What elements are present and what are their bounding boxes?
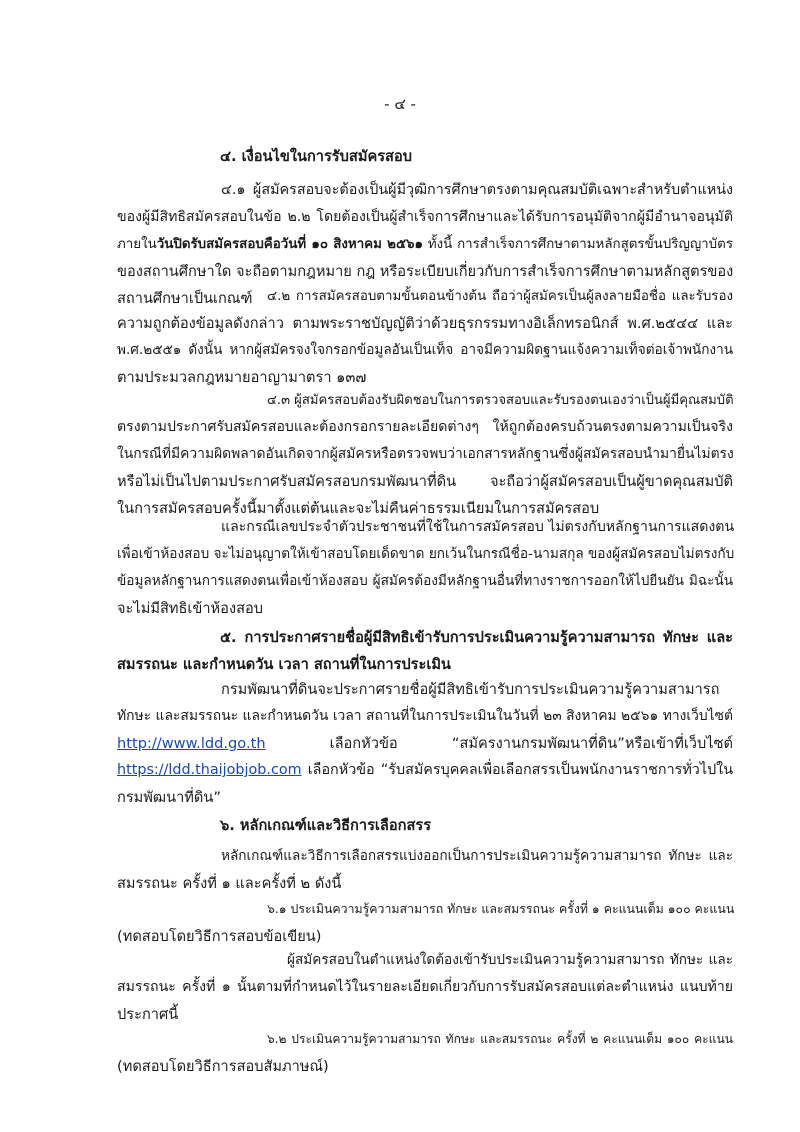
paragraph-6-1-detail (117, 947, 733, 1028)
section-heading-text: สมรรถนะ และกำหนดวัน เวลา สถานที่ในการประเมิน (117, 656, 451, 673)
paragraph-line: พ.ศ.๒๕๕๑ ดังนั้น หากผู้สมัครจงใจกรอกข้อมูลอันเป็นเท็จ อาจมีความผิดฐานแจ้งความเท็จต่อเจ้าพนักงาน (117, 342, 733, 358)
paragraph-line: ๖.๒ ประเมินความรู้ความสามารถ ทักษะ และสมรรถนะ ครั้งที่ ๒ คะแนนเต็ม ๑๐๐ คะแนน (267, 1032, 733, 1046)
paragraph-line: และกรณีเลขประจำตัวประชาชนที่ใช้ในการสมัครสอบ ไม่ตรงกับหลักฐานการแสดงตน (221, 519, 735, 535)
paragraph-line: ความถูกต้องข้อมูลดังกล่าว ตามพระราชบัญญัติว่าด้วยธุรกรรมทางอิเล็กทรอนิกส์ พ.ศ.๒๕๔๔ และ (117, 315, 733, 332)
paragraph-line: ของสถานศึกษาใด จะถือตามกฎหมาย กฎ หรือระเบียบเกี่ยวกับการสำเร็จการศึกษาตามหลักสูตรของ (117, 263, 734, 280)
paragraph-line: ทักษะ และสมรรถนะ และกำหนดวัน เวลา สถานที่ในการประเมินในวันที่ ๒๓ สิงหาคม ๒๕๖๑ ทางเว็บไซต์ (117, 708, 733, 724)
paragraph-line: ประกาศนี้ (117, 1006, 179, 1023)
deadline-emphasis: วันปิดรับสมัครสอบคือวันที่ ๑๐ สิงหาคม ๒๕๖๑ (156, 237, 423, 252)
paragraph-line: เพื่อเข้าห้องสอบ จะไม่อนุญาตให้เข้าสอบโดยเด็ดขาด ยกเว้นในกรณีชื่อ-นามสกุล ของผู้สมัครสอบไม่ตรงกับ (117, 546, 735, 562)
paragraph-line: ในกรณีที่มีความผิดพลาดอันเกิดจากผู้สมัครหรือตรวจพบว่าเอกสารหลักฐานซึ่งผู้สมัครสอบนำมายื่นไม่ตรง (117, 446, 734, 462)
section-6-heading (117, 812, 733, 839)
paragraph-line: ๔.๓ ผู้สมัครสอบต้องรับผิดชอบในการตรวจสอบและรับรองตนเองว่าเป็นผู้มีคุณสมบัติ (267, 393, 734, 408)
paragraph-line: ตามประมวลกฎหมายอาญามาตรา ๑๓๗ (117, 369, 367, 386)
section-heading-text: ๔. เงื่อนไขในการรับสมัครสอบ (220, 148, 412, 165)
paragraph-line: สถานศึกษาเป็นเกณฑ์ (117, 290, 253, 307)
paragraph-line: กรมพัฒนาที่ดินจะประกาศรายชื่อผู้มีสิทธิเข้ารับการประเมินความรู้ความสามารถ (221, 681, 720, 698)
ldd-website-link[interactable]: http://www.ldd.go.th (117, 735, 266, 752)
paragraph-6-1 (117, 896, 733, 950)
paragraph-line: สมรรถนะ ครั้งที่ ๑ นั้นตามที่กำหนดไว้ในรายละเอียดเกี่ยวกับการรับสมัครสอบแต่ละตำแหน่ง แนบท้าย (117, 979, 733, 995)
page-number: - ๔ - (384, 95, 416, 113)
paragraph-4-id-rule (117, 514, 733, 622)
text-run: เลือกหัวข้อ “รับสมัครบุคคลเพื่อเลือกสรรเป็นพนักงานราชการทั่วไปใน (301, 762, 733, 778)
paragraph-line: ๔.๒ การสมัครสอบตามขั้นตอนข้างต้น ถือว่าผู้สมัครเป็นผู้ลงลายมือชื่อ และรับรอง (267, 289, 733, 304)
paragraph-line: (ทดสอบโดยวิธีการสอบข้อเขียน) (117, 928, 322, 945)
paragraph-line: ๔.๑ ผู้สมัครสอบจะต้องเป็นผู้มีวุฒิการศึกษาตรงตามคุณสมบัติเฉพาะสำหรับตำแหน่ง (221, 182, 733, 198)
paragraph-4-3 (117, 387, 733, 522)
paragraph-line (117, 757, 733, 784)
paragraph-line: กรมพัฒนาที่ดิน” (117, 789, 221, 806)
paragraph-line: หลักเกณฑ์และวิธีการเลือกสรรแบ่งออกเป็นการประเมินความรู้ความสามารถ ทักษะ และ (221, 848, 733, 864)
paragraph-line: หรือไม่เป็นไปตามประกาศรับสมัครสอบกรมพัฒนาที่ดิน จะถือว่าผู้สมัครสอบเป็นผู้ขาดคุณสมบัติ (117, 473, 733, 490)
paragraph-6-2 (117, 1026, 733, 1080)
paragraph-line: สมรรถนะ ครั้งที่ ๑ และครั้งที่ ๒ ดังนี้ (117, 875, 342, 892)
paragraph-line: ๖.๑ ประเมินความรู้ความสามารถ ทักษะ และสมรรถนะ ครั้งที่ ๑ คะแนนเต็ม ๑๐๐ คะแนน (267, 902, 735, 916)
paragraph-4-2 (117, 283, 733, 391)
section-heading-text: ๕. การประกาศรายชื่อผู้มีสิทธิเข้ารับการประเมินความรู้ความสามารถ ทักษะ และ (220, 629, 733, 646)
section-heading-text: ๖. หลักเกณฑ์และวิธีการเลือกสรร (220, 817, 432, 834)
section-5-heading (117, 624, 733, 678)
paragraph-line: ผู้สมัครสอบในตำแหน่งใดต้องเข้ารับประเมินความรู้ความสามารถ ทักษะ และ (287, 952, 733, 968)
paragraph-line (117, 730, 733, 757)
text-run: ทั้งนี้ การสำเร็จการศึกษาตามหลักสูตรขั้นปริญญาบัตร (422, 237, 733, 252)
section-4-heading (117, 143, 733, 170)
paragraph-line: ในการสมัครสอบครั้งนี้มาตั้งแต่ต้นและจะไม่คืนค่าธรรมเนียมในการสมัครสอบ (117, 500, 600, 517)
paragraph-line: (ทดสอบโดยวิธีการสอบสัมภาษณ์) (117, 1058, 329, 1075)
text-run: ภายใน (117, 237, 157, 252)
paragraph-line: ข้อมูลหลักฐานการแสดงตนเพื่อเข้าห้องสอบ ผู้สมัครต้องมีหลักฐานอื่นที่ทางราชการออกให้ไปยืนยัน มิฉะนั้น (117, 573, 733, 589)
paragraph-6-intro (117, 843, 733, 897)
paragraph-line: ของผู้มีสิทธิสมัครสอบในข้อ ๒.๒ โดยต้องเป็นผู้สำเร็จการศึกษาและได้รับการอนุมัติจากผู้มีอำนาจอนุมัติ (117, 209, 733, 225)
paragraph-line: จะไม่มีสิทธิเข้าห้องสอบ (117, 600, 264, 617)
thaijobjob-website-link[interactable]: https://ldd.thaijobjob.com (117, 762, 302, 778)
paragraph-line (117, 231, 733, 258)
paragraph-line: ตรงตามประกาศรับสมัครสอบและต้องกรอกรายละเอียดต่างๆ ให้ถูกต้องครบถ้วนตรงตามความเป็นจริง (117, 419, 733, 435)
paragraph-5 (117, 676, 733, 811)
text-run: เลือกหัวข้อ “สมัครงานกรมพัฒนาที่ดิน”หรือเข้าที่เว็บไซต์ (329, 735, 733, 752)
